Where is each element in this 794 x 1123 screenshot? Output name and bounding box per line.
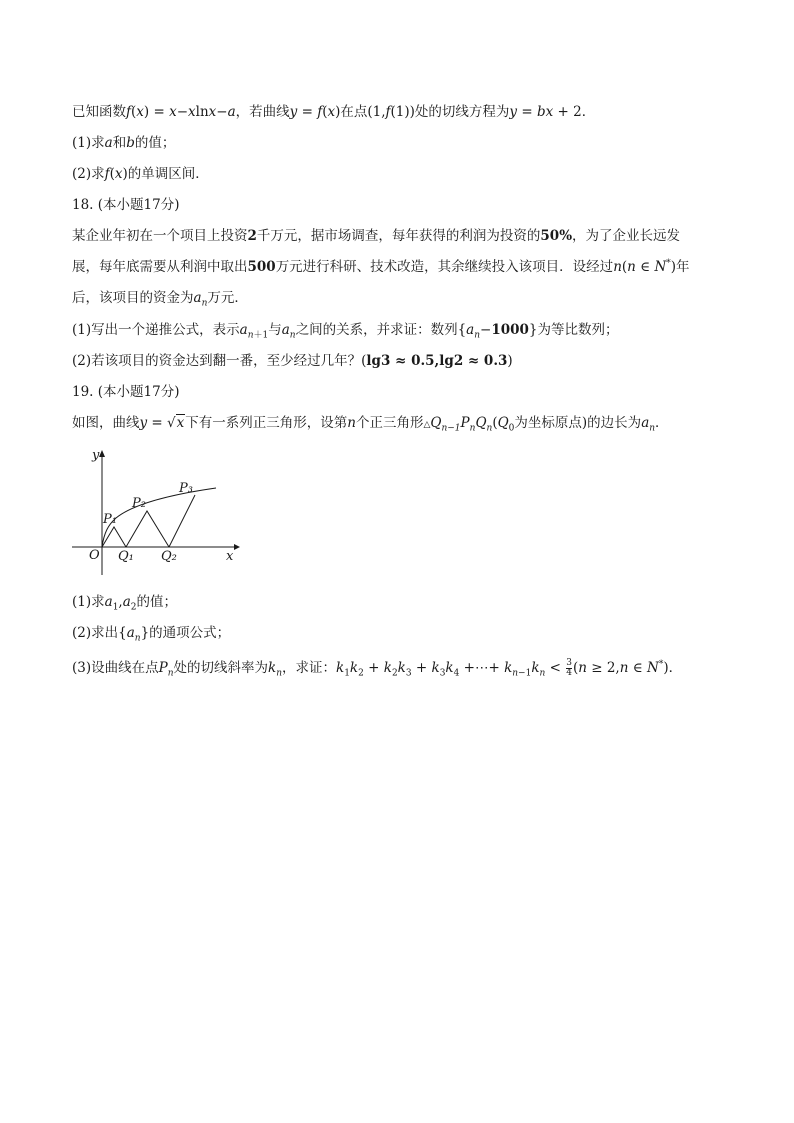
q17-part2: (2)求f(x)的单调区间． [72,166,209,182]
x-axis-label: x [226,549,234,564]
q19-header: 19. (本小题17分) [72,384,180,400]
x-axis-arrow [234,544,240,550]
q18-line3: 后，该项目的资金为$a_n$万元． [72,290,248,309]
q18-line2: 展，每年底需要从利润中取出500万元进行科研、技术改造，其余继续投入该项目．设经过n(n ∈ N*)年 [72,258,690,275]
curve-triangles-figure [72,447,242,577]
q18-part2: (2)若该项目的资金达到翻一番，至少经过几年？(lg3 ≈ 0.5,lg2 ≈ 0.3) [72,353,513,369]
q17-part1: (1)求a和b的值； [72,135,176,151]
q19-part2: (2)求出$\{a_n\}$的通项公式； [72,625,231,644]
q17-intro: 已知函数f(x) = x−xlnx−a，若曲线y = f(x)在点(1,f(1))处的切线方程为y = bx + 2． [72,104,596,120]
q1-label: Q₁ [118,549,134,564]
triangle-1 [102,527,126,547]
p2-label: P₂ [132,496,146,511]
q2-label: Q₂ [161,549,177,564]
triangle-2 [126,511,169,547]
q18-part1: (1)写出一个递推公式，表示$a_{n+1}$与$a_n$之间的关系，并求证：数列$\{a_n-1000\}$为等比数列； [72,322,619,341]
triangle-3-side [169,495,195,547]
sqrt-curve [102,488,216,547]
q18-header: 18. (本小题17分) [72,197,180,213]
q19-intro: 如图，曲线y = √x下有一系列正三角形，设第n个正三角形$\triangle Q_{n-1}P_nQ_n(Q_0$为坐标原点)的边长为$a_n$． [72,415,669,434]
p1-label: P₁ [103,512,117,527]
q18-line1: 某企业年初在一个项目上投资2千万元，据市场调查，每年获得的利润为投资的50%，为了企业长远发 [72,228,681,244]
q19-part1: (1)求$a_1,a_2$的值； [72,594,178,613]
triangle-3-hidden [169,495,222,547]
p3-label: P₃ [179,481,193,496]
y-axis-arrow [99,450,105,457]
origin-label: O [89,548,100,563]
q19-part3: (3)设曲线在点$P_n$处的切线斜率为$k_n$，求证：$k_1k_2 + k_2k_3 + k_3k_4$ +⋯+ $k_{n-1}k_n$ < $\frac{3}{4}$ (n ≥ 2,n ∈ N*)． [72,658,683,679]
y-axis-label: y [92,448,100,463]
